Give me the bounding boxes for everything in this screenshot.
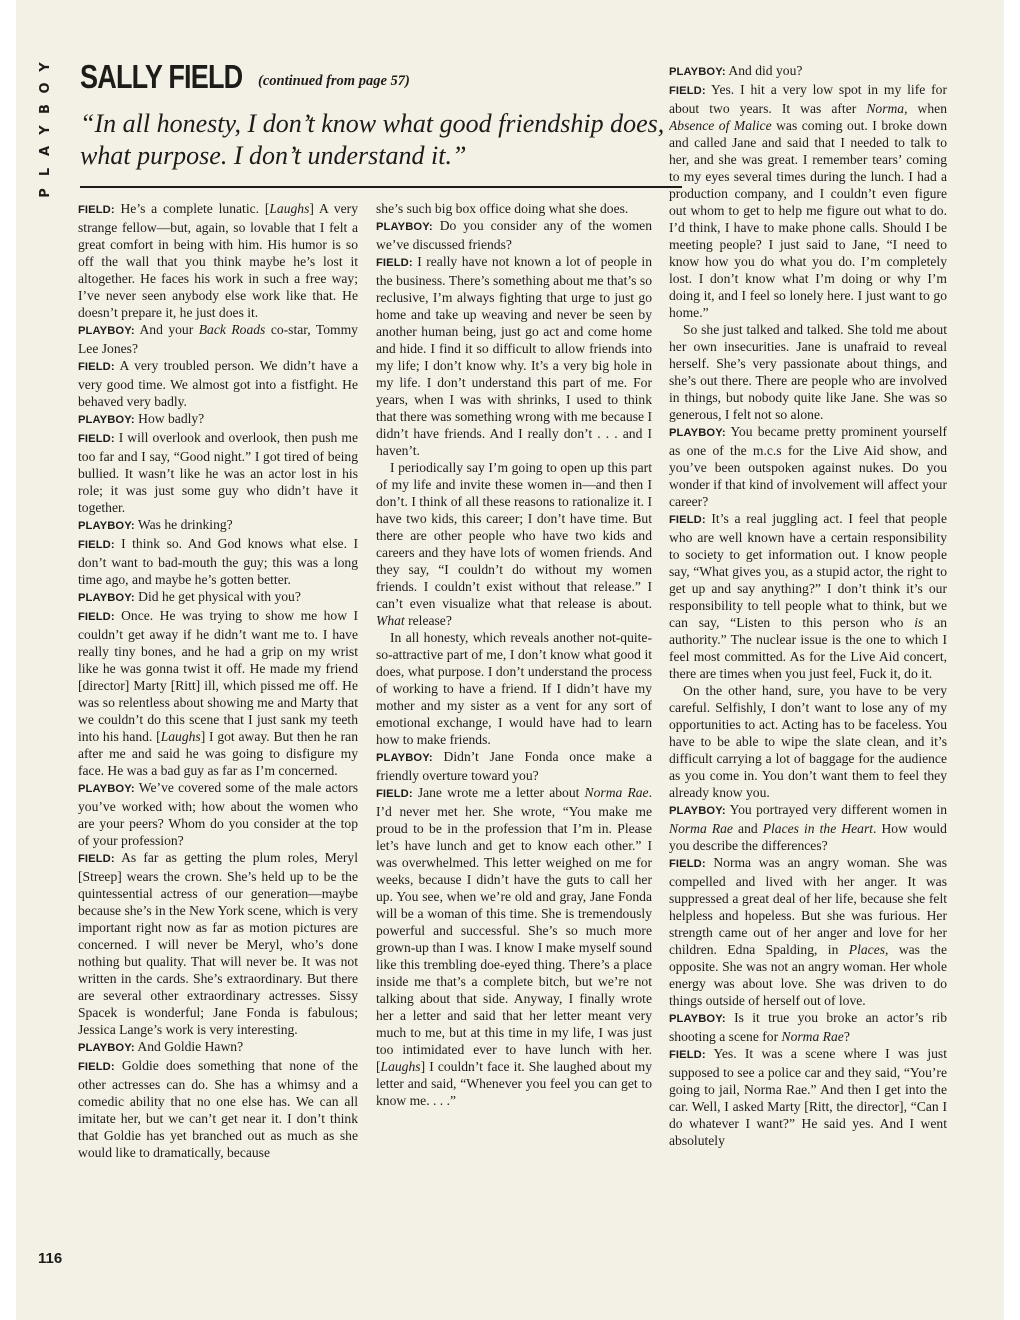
paragraph bbox=[78, 200, 358, 321]
speaker-label: PLAYBOY: bbox=[78, 520, 135, 532]
paragraph-text: Didn’t Jane Fonda once make a friendly overture toward you? bbox=[376, 749, 652, 783]
paragraph-text: Norma was an angry woman. She was compelled and lived with her anger. It was suppressed a great deal of her life, because she felt helpless and hopeless. But she was furious. Her strength came out of her anger and love for her children. Edna Spalding, in Places, was the opposite. She was not an angry woman. Her whole energy was about love. She was driven to do things outside of herself out of love. bbox=[669, 855, 947, 1008]
speaker-label: FIELD: bbox=[669, 858, 706, 870]
paragraph-text: Jane wrote me a letter about Norma Rae. I’d never met her. She wrote, “You make me proud to be in the profession that I’m in. Please let’s have lunch and get to know each other.” I was overwhelmed. This letter weighed on me for weeks, because I didn’t have the guts to call her up. You see, when we’re old and gray, Jane Fonda will be a woman of this time. She is tremendously powerful and successful. She’s so much more grown-up than I was. I know I make myself sound like this trembling doe-eyed thing. There’s a place inside me that’s a complete bitch, but we’re not talking about that side. Anyway, I finally wrote her a letter and said that her letter meant very much to me, but at this time in my life, I was just too intimidated ever to have lunch with her. [Laughs] I couldn’t face it. She laughed about my letter and said, “Whenever you feel you can get to know me. . . .” bbox=[376, 785, 652, 1108]
paragraph bbox=[376, 200, 652, 217]
text-column-3 bbox=[669, 62, 947, 1266]
paragraph-text: Is it true you broke an actor’s rib shooting a scene for Norma Rae? bbox=[669, 1010, 947, 1044]
paragraph bbox=[376, 748, 652, 784]
masthead-letter: Y bbox=[38, 62, 53, 72]
paragraph-text: Once. He was trying to show me how I couldn’t get away if he didn’t want me to. I have really tiny bones, and he had a grip on my wrist like he was gonna twist it off. He made my friend [director] Marty [Ritt] ill, which pissed me off. He was so relentless about showing me and Marty that we couldn’t do this scene that I just sank my teeth into his hand. [Laughs] I got away. But then he ran after me and said he was going to disfigure my face. He was a bad guy as far as I’m concerned. bbox=[78, 608, 358, 778]
speaker-label: PLAYBOY: bbox=[376, 221, 433, 233]
speaker-label: PLAYBOY: bbox=[78, 783, 135, 795]
paragraph bbox=[669, 1009, 947, 1045]
speaker-label: FIELD: bbox=[78, 204, 115, 216]
speaker-label: FIELD: bbox=[78, 611, 115, 623]
magazine-masthead-vertical bbox=[36, 58, 56, 218]
paragraph-text: You portrayed very different women in Norma Rae and Places in the Heart. How would you describe the differences? bbox=[669, 802, 947, 853]
article-header bbox=[80, 58, 660, 98]
paragraph bbox=[376, 217, 652, 253]
magazine-page bbox=[16, 0, 1004, 1320]
speaker-label: FIELD: bbox=[78, 853, 115, 865]
paragraph-text: And Goldie Hawn? bbox=[137, 1039, 244, 1054]
speaker-label: FIELD: bbox=[78, 1061, 115, 1073]
text-column-1 bbox=[78, 200, 358, 1266]
masthead-letter: P bbox=[38, 188, 53, 198]
paragraph bbox=[669, 682, 947, 801]
paragraph-text: It’s a real juggling act. I feel that people who are well known have a certain responsibility to society to get information out. I know people say, “What gives you, as a stupid actor, the right to get up and say anything?” I don’t think it’s our responsibility to tell people what to think, but we can say, “Listen to this person who is an authority.” The nuclear issue is the one to which I feel most committed. As for the Live Aid concert, there are times when you just feel, Fuck it, do it. bbox=[669, 511, 947, 681]
speaker-label: PLAYBOY: bbox=[78, 414, 135, 426]
paragraph-text: On the other hand, sure, you have to be very careful. Selfishly, I don’t want to lose any of my opportunities to act. Acting has to be faceless. You have to be able to wipe the slate clean, and it’s difficult carrying a lot of baggage for the audience as you come in. You don’t want them to feel they already know you. bbox=[669, 683, 947, 800]
speaker-label: PLAYBOY: bbox=[669, 427, 726, 439]
article-subject: SALLY FIELD bbox=[80, 58, 243, 95]
masthead-letter: O bbox=[38, 82, 53, 94]
paragraph-text: I periodically say I’m going to open up this part of my life and invite these women in—and then I don’t. I think of all these reasons to rationalize it. I have two kids, this career; I don’t have time. But there are other people who have two kids and careers and they have lots of women friends. And they say, “I couldn’t do without my women friends. I couldn’t exist without that release.” I can’t even visualize what that release is about. What release? bbox=[376, 460, 652, 628]
speaker-label: FIELD: bbox=[376, 257, 413, 269]
pull-quote: “In all honesty, I don’t know what good friendship does, what purpose. I don’t understand it.” bbox=[80, 109, 665, 170]
paragraph-text: Yes. I hit a very low spot in my life for about two years. It was after Norma, when Absence of Malice was coming out. I broke down and called Jane and said that I needed to talk to her, and she was great. I remember tears’ coming to my eyes several times during the lunch. I had a production company, and I couldn’t even figure out whom to get to help me figure out what to do. I’d think, I have to make phone calls. Should I be meeting people? I just said to Jane, “I need to know how you do what you do. I’m completely lost. I don’t know what I’m doing or why I’m doing it, and I feel so lonely here. I just want to go home.” bbox=[669, 82, 947, 320]
paragraph bbox=[78, 849, 358, 1038]
text-column-2 bbox=[376, 200, 652, 1266]
masthead-letter: Y bbox=[38, 125, 53, 135]
paragraph-text: A very troubled person. We didn’t have a very good time. We almost got into a fistfight. He behaved very badly. bbox=[78, 358, 358, 409]
paragraph bbox=[669, 510, 947, 682]
speaker-label: PLAYBOY: bbox=[376, 752, 433, 764]
paragraph bbox=[78, 1038, 358, 1057]
paragraph-text: she’s such big box office doing what she does. bbox=[376, 201, 629, 216]
speaker-label: PLAYBOY: bbox=[78, 1042, 135, 1054]
paragraph bbox=[78, 1057, 358, 1161]
paragraph bbox=[669, 801, 947, 854]
paragraph-text: He’s a complete lunatic. [Laughs] A very strange fellow—but, again, so lovable that I felt a great comfort in being with him. His humor is so off the wall that you think maybe he’s lost it altogether. He faces his work in such a free way; I’ve never seen anybody else work like that. He doesn’t prepare it, he just does it. bbox=[78, 201, 358, 320]
speaker-label: PLAYBOY: bbox=[669, 1013, 726, 1025]
paragraph bbox=[376, 629, 652, 748]
header-rule bbox=[80, 186, 682, 188]
paragraph bbox=[78, 357, 358, 410]
paragraph-text: In all honesty, which reveals another not-quite-so-attractive part of me, I don’t know what good it does, what purpose. I don’t understand the process of working to have a friend. If I didn’t have my mother and my sister as a vent for any sort of emotional exchange, I would have had to learn how to make friends. bbox=[376, 630, 652, 747]
masthead-letter: B bbox=[38, 104, 53, 114]
paragraph-text: Was he drinking? bbox=[137, 517, 233, 532]
paragraph-text: I will overlook and overlook, then push me too far and I say, “Good night.” I got tired of being bullied. It wasn’t like he was an actor lost in his role; it was just some guy who didn’t have it together. bbox=[78, 430, 358, 515]
speaker-label: FIELD: bbox=[78, 361, 115, 373]
paragraph bbox=[669, 62, 947, 81]
page-number: 116 bbox=[38, 1250, 63, 1267]
paragraph bbox=[669, 321, 947, 423]
speaker-label: PLAYBOY: bbox=[78, 325, 135, 337]
paragraph-text: Do you consider any of the women we’ve discussed friends? bbox=[376, 218, 652, 252]
masthead-letter: L bbox=[38, 167, 53, 177]
paragraph-text: How badly? bbox=[138, 411, 205, 426]
paragraph-text: Did he get physical with you? bbox=[138, 589, 301, 604]
paragraph bbox=[78, 607, 358, 779]
paragraph bbox=[669, 81, 947, 321]
paragraph-text: So she just talked and talked. She told me about her own insecurities. Jane is unafraid to reveal herself. She’s very passionate about things, and she’s out there. There are people who are involved in things, but nobody quite like Jane. She was so generous, I felt not so alone. bbox=[669, 322, 947, 422]
paragraph-text: As far as getting the plum roles, Meryl [Streep] wears the crown. She’s held up to be the quintessential actress of our generation—maybe because she’s in the New York scene, which is very important right now as far as motion pictures are concerned. I will never be Meryl, who’s done nothing but quality. That will never be. It was not written in the cards. She’s extraordinary. But there are several other extraordinary actresses. Sissy Spacek is wonderful; Jane Fonda is fabulous; Jessica Lange’s work is very interesting. bbox=[78, 850, 358, 1037]
masthead-letter: A bbox=[38, 145, 53, 157]
speaker-label: PLAYBOY: bbox=[669, 66, 726, 78]
paragraph-text: I really have not known a lot of people in the business. There’s something about me that’s so reclusive, I’m always fighting that urge to just go home and take up weaving and never be seen by another human being, just go act and come home and hide. I find it so difficult to allow friends into my life; I don’t know why. It’s a very big hole in my life. I don’t understand this part of me. For years, when I was with shrinks, I used to think that there was something wrong with me because I didn’t have friends. And I really don’t . . . and I haven’t. bbox=[376, 254, 652, 458]
paragraph-text: Yes. It was a scene where I was just supposed to see a police car and they said, “You’re going to jail, Norma Rae.” And then I get into the car. Well, I asked Marty [Ritt, the director], “Can I do whatever I want?” He said yes. And I went absolutely bbox=[669, 1046, 947, 1148]
paragraph-text: And your Back Roads co-star, Tommy Lee Jones? bbox=[78, 322, 358, 356]
paragraph bbox=[669, 1045, 947, 1149]
paragraph bbox=[669, 854, 947, 1009]
continued-note: (continued from page 57) bbox=[258, 73, 410, 89]
paragraph bbox=[78, 588, 358, 607]
paragraph-text: Goldie does something that none of the other actresses can do. She has a whimsy and a comedic ability that no one else has. We can all imitate her, but we can’t get near it. I don’t think that Goldie has yet branched out as much as she would like to dramatically, because bbox=[78, 1058, 358, 1160]
paragraph bbox=[78, 779, 358, 849]
speaker-label: FIELD: bbox=[669, 514, 706, 526]
paragraph-text: You became pretty prominent yourself as one of the m.c.s for the Live Aid show, and you’ve been outspoken against nukes. Do you wonder if that kind of involvement will affect your career? bbox=[669, 424, 947, 509]
speaker-label: PLAYBOY: bbox=[669, 805, 726, 817]
paragraph bbox=[376, 459, 652, 629]
paragraph bbox=[78, 429, 358, 516]
paragraph bbox=[376, 784, 652, 1109]
paragraph bbox=[78, 516, 358, 535]
paragraph bbox=[376, 253, 652, 459]
paragraph bbox=[669, 423, 947, 510]
paragraph bbox=[78, 535, 358, 588]
paragraph-text: And did you? bbox=[728, 63, 803, 78]
speaker-label: FIELD: bbox=[78, 539, 115, 551]
paragraph-text: I think so. And God knows what else. I don’t want to bad-mouth the guy; this was a long time ago, and maybe he’s gotten better. bbox=[78, 536, 358, 587]
paragraph-text: We’ve covered some of the male actors you’ve worked with; how about the women who are your peers? Whom do you consider at the top of your profession? bbox=[78, 780, 358, 848]
paragraph bbox=[78, 410, 358, 429]
speaker-label: FIELD: bbox=[669, 1049, 706, 1061]
speaker-label: PLAYBOY: bbox=[78, 592, 135, 604]
speaker-label: FIELD: bbox=[78, 433, 115, 445]
speaker-label: FIELD: bbox=[669, 85, 706, 97]
speaker-label: FIELD: bbox=[376, 788, 413, 800]
paragraph bbox=[78, 321, 358, 357]
